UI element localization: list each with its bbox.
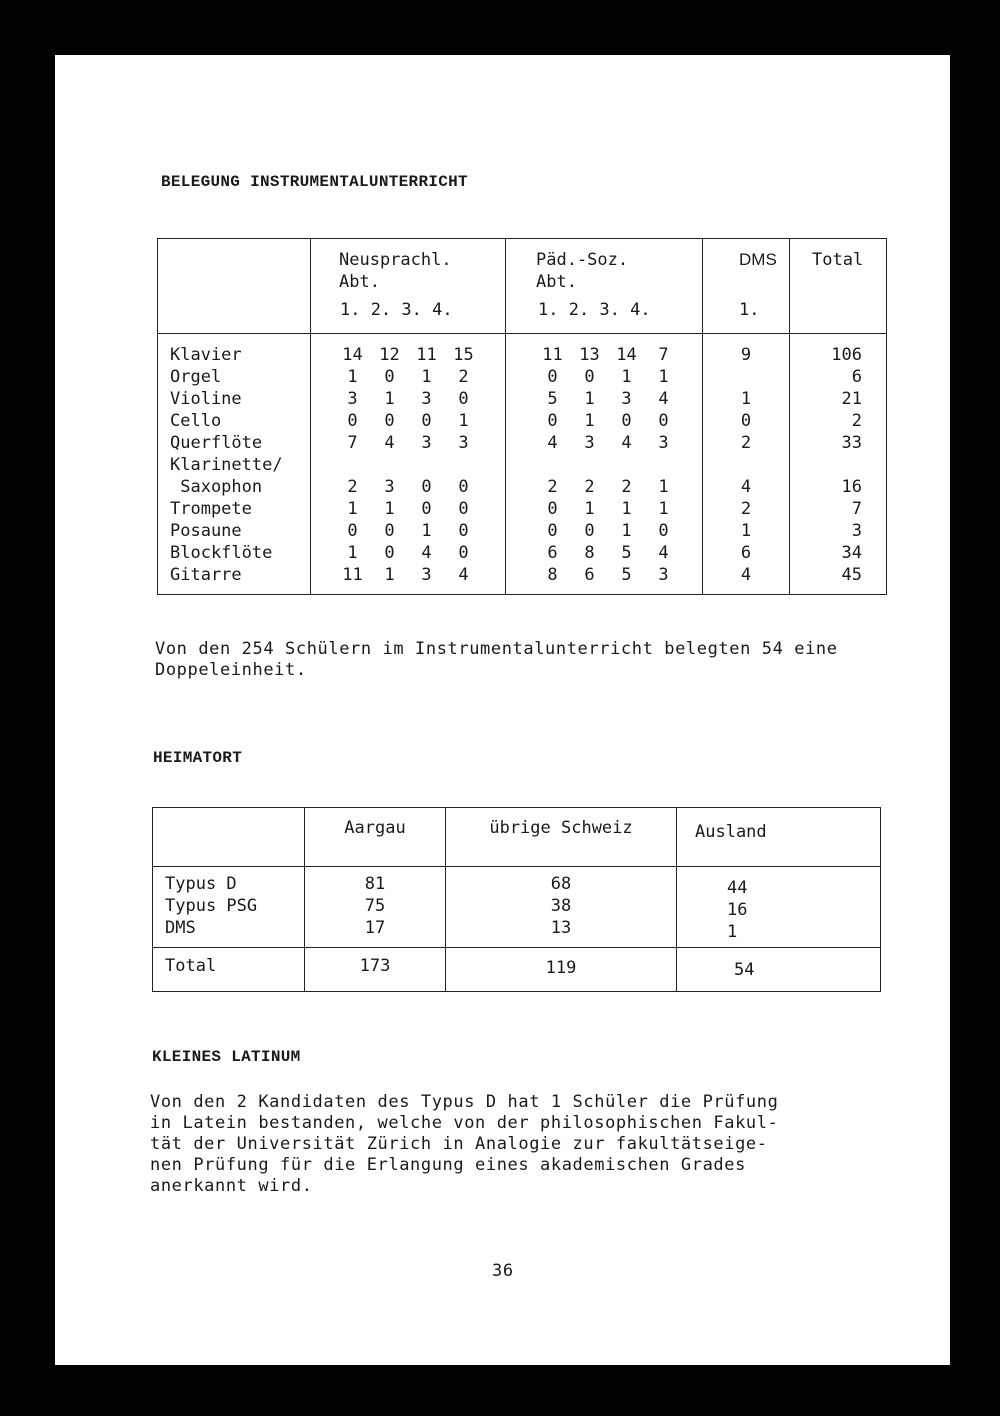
instrument-name: Orgel [170, 367, 222, 387]
dms-header [703, 239, 790, 334]
neu-value: 0 [384, 411, 395, 431]
dms-value: 0 [740, 411, 752, 431]
neu-header-years: 1. 2. 3. 4. [340, 300, 453, 320]
latinum-line: tät der Universität Zürich in Analogie zur fakultätseige- [150, 1134, 768, 1154]
neu-row [334, 454, 505, 476]
origin-value: 16 [727, 900, 748, 920]
paed-value: 1 [621, 367, 632, 387]
total-values-col [790, 334, 887, 595]
paed-value: 0 [584, 521, 595, 541]
paed-value: 7 [658, 345, 669, 365]
section-heading-latinum: KLEINES LATINUM [152, 1048, 301, 1066]
paed-value: 3 [658, 565, 669, 585]
schweiz-values [446, 867, 677, 948]
origin-type-label: Typus D [165, 874, 237, 894]
paed-row [534, 520, 702, 542]
dms-value: 2 [740, 499, 752, 519]
neusprachl-header [311, 239, 506, 334]
dms-value: 2 [740, 433, 752, 453]
neu-row [334, 520, 505, 542]
neu-value: 4 [384, 433, 395, 453]
total-value: 33 [841, 433, 862, 453]
dms-value: 6 [740, 543, 752, 563]
paed-value: 0 [584, 367, 595, 387]
paed-value: 1 [621, 499, 632, 519]
neu-value: 7 [347, 433, 358, 453]
paed-value: 6 [547, 543, 558, 563]
neu-value: 0 [384, 521, 395, 541]
paed-values-col [506, 334, 703, 595]
total-value: 106 [831, 345, 862, 365]
paed-value: 0 [658, 411, 669, 431]
neu-value: 0 [347, 521, 358, 541]
paed-value: 0 [547, 499, 558, 519]
paed-value: 0 [547, 411, 558, 431]
latinum-line: Von den 2 Kandidaten des Typus D hat 1 Schüler die Prüfung [150, 1092, 779, 1112]
paed-value: 1 [621, 521, 632, 541]
dms-value: 1 [740, 521, 752, 541]
neu-value: 0 [421, 477, 432, 497]
paed-row [534, 432, 702, 454]
neu-value: 0 [384, 543, 395, 563]
latinum-line: anerkannt wird. [150, 1176, 313, 1196]
paed-header-line1: Päd.-Soz. [536, 250, 629, 270]
paed-value: 1 [658, 367, 669, 387]
neu-row [334, 410, 505, 432]
section-heading-instrumental: BELEGUNG INSTRUMENTALUNTERRICHT [161, 173, 468, 191]
neu-value: 2 [347, 477, 358, 497]
origin-value: 75 [364, 896, 386, 916]
neu-value: 1 [458, 411, 469, 431]
origin-value: 13 [550, 918, 572, 938]
neu-value: 1 [347, 543, 358, 563]
paed-value: 4 [658, 389, 669, 409]
origin-value: 1 [727, 922, 738, 942]
col-ausland: Ausland [677, 808, 881, 867]
aargau-values [305, 867, 446, 948]
paed-value: 5 [621, 543, 632, 563]
neu-header-line1: Neusprachl. [339, 250, 452, 270]
neu-value: 0 [458, 499, 469, 519]
neu-value [408, 454, 445, 476]
total-value [790, 454, 886, 476]
total-value: 45 [841, 565, 862, 585]
paed-row [534, 454, 702, 476]
origin-value: 17 [364, 918, 386, 938]
neu-row [334, 542, 505, 564]
section-heading-heimatort: HEIMATORT [153, 749, 243, 767]
neu-value: 1 [384, 499, 395, 519]
dms-value [703, 454, 789, 476]
instrument-name: Cello [170, 411, 222, 431]
neu-value: 1 [384, 565, 395, 585]
paed-value: 1 [658, 477, 669, 497]
neu-row [334, 366, 505, 388]
paed-row [534, 564, 702, 586]
paed-value: 0 [621, 411, 632, 431]
paed-header [506, 239, 703, 334]
neu-value: 1 [421, 367, 432, 387]
neu-header-line2: Abt. [339, 272, 380, 292]
neu-value: 4 [458, 565, 469, 585]
neu-value: 0 [421, 499, 432, 519]
neu-value: 4 [421, 543, 432, 563]
dms-value [703, 366, 789, 388]
instrument-name: Saxophon [170, 477, 263, 497]
paed-value: 4 [621, 433, 632, 453]
neu-row [334, 564, 505, 586]
neu-row [334, 432, 505, 454]
total-schweiz: 119 [446, 948, 677, 992]
paed-value: 4 [658, 543, 669, 563]
instrument-name: Gitarre [170, 565, 242, 585]
paed-value: 14 [616, 345, 637, 365]
total-value: 2 [851, 411, 862, 431]
dms-value: 4 [740, 565, 752, 585]
paed-row [534, 388, 702, 410]
ausland-values [677, 867, 881, 948]
neu-value: 3 [421, 565, 432, 585]
neu-value: 2 [458, 367, 469, 387]
instrument-name: Posaune [170, 521, 242, 541]
paed-value: 6 [584, 565, 595, 585]
total-ausland: 54 [677, 948, 881, 992]
paed-value: 0 [658, 521, 669, 541]
paed-row [534, 410, 702, 432]
neu-value: 1 [347, 367, 358, 387]
corner-cell [158, 239, 311, 334]
neu-value: 12 [379, 345, 400, 365]
col-aargau: Aargau [305, 808, 446, 867]
neu-row [334, 498, 505, 520]
heimatort-corner [153, 808, 305, 867]
dms-header-year: 1. [739, 300, 760, 320]
neu-values-col [311, 334, 506, 595]
dms-header-label: DMS [739, 250, 777, 269]
instrument-label-col [158, 334, 311, 595]
instrument-name: Violine [170, 389, 242, 409]
neu-value: 0 [458, 477, 469, 497]
paed-value: 1 [584, 389, 595, 409]
paed-header-years: 1. 2. 3. 4. [538, 300, 651, 320]
paed-value: 8 [547, 565, 558, 585]
instrument-note: Von den 254 Schülern im Instrumentalunterricht belegten 54 eine Doppeleinheit. [155, 639, 838, 680]
neu-value: 15 [453, 345, 474, 365]
origin-type-label: DMS [165, 918, 196, 938]
dms-values-col [703, 334, 790, 595]
dms-value: 4 [740, 477, 752, 497]
neu-value: 14 [342, 345, 363, 365]
col-uebrige-schweiz: übrige Schweiz [446, 808, 677, 867]
paed-value: 1 [658, 499, 669, 519]
neu-value [371, 454, 408, 476]
neu-value: 0 [384, 367, 395, 387]
paed-header-line2: Abt. [536, 272, 577, 292]
paed-value: 5 [547, 389, 558, 409]
paed-value: 2 [547, 477, 558, 497]
paed-value: 2 [621, 477, 632, 497]
paed-value: 8 [584, 543, 595, 563]
total-value: 7 [851, 499, 862, 519]
paed-value: 0 [547, 367, 558, 387]
heimatort-table [152, 807, 881, 992]
latinum-line: nen Prüfung für die Erlangung eines akademischen Grades [150, 1155, 746, 1175]
total-value: 21 [841, 389, 862, 409]
total-aargau: 173 [305, 948, 446, 992]
neu-row [334, 388, 505, 410]
neu-value [445, 454, 482, 476]
dms-value: 9 [740, 345, 752, 365]
paed-value: 4 [547, 433, 558, 453]
origin-value: 44 [727, 878, 748, 898]
latinum-paragraph [150, 1092, 930, 1197]
document-page [55, 55, 950, 1365]
origin-value: 81 [364, 874, 386, 894]
neu-row [334, 476, 505, 498]
paed-value: 2 [584, 477, 595, 497]
neu-value: 3 [421, 389, 432, 409]
paed-value: 3 [584, 433, 595, 453]
paed-value: 5 [621, 565, 632, 585]
origin-type-label: Typus PSG [165, 896, 258, 916]
dms-value: 1 [740, 389, 752, 409]
neu-value: 0 [458, 389, 469, 409]
neu-value: 1 [347, 499, 358, 519]
paed-row [534, 476, 702, 498]
instrument-name: Trompete [170, 499, 252, 519]
paed-value: 11 [542, 345, 563, 365]
neu-value: 0 [421, 411, 432, 431]
total-value: 6 [851, 367, 862, 387]
neu-value: 3 [347, 389, 358, 409]
neu-value: 0 [347, 411, 358, 431]
neu-value: 3 [458, 433, 469, 453]
neu-value: 0 [458, 521, 469, 541]
total-header-label: Total [812, 250, 864, 270]
neu-value: 0 [458, 543, 469, 563]
paed-row [534, 498, 702, 520]
instrument-name: Klarinette/ [170, 455, 283, 475]
paed-row [534, 366, 702, 388]
paed-row [534, 542, 702, 564]
paed-value: 1 [584, 411, 595, 431]
origin-value: 38 [550, 896, 572, 916]
total-header [790, 239, 887, 334]
paed-value [608, 454, 645, 476]
paed-value [534, 454, 571, 476]
paed-value: 13 [579, 345, 600, 365]
neu-value: 11 [342, 565, 363, 585]
total-value: 3 [851, 521, 862, 541]
neu-value: 11 [416, 345, 437, 365]
paed-value [645, 454, 682, 476]
total-value: 34 [841, 543, 862, 563]
total-row-label: Total [153, 948, 305, 992]
paed-value: 3 [658, 433, 669, 453]
page-number: 36 [492, 1261, 514, 1281]
paed-value [571, 454, 608, 476]
neu-value [334, 454, 371, 476]
neu-value: 3 [384, 477, 395, 497]
heimatort-label-col [153, 867, 305, 948]
latinum-line: in Latein bestanden, welche von der philosophischen Fakul- [150, 1113, 779, 1133]
origin-value: 68 [550, 874, 572, 894]
paed-row [534, 344, 702, 366]
paed-value: 1 [584, 499, 595, 519]
instrument-name: Querflöte [170, 433, 263, 453]
paed-value: 0 [547, 521, 558, 541]
paed-value: 3 [621, 389, 632, 409]
neu-row [334, 344, 505, 366]
neu-value: 1 [421, 521, 432, 541]
instrument-name: Klavier [170, 345, 242, 365]
total-value: 16 [841, 477, 862, 497]
instrument-name: Blockflöte [170, 543, 273, 563]
instrument-table [157, 238, 887, 595]
neu-value: 3 [421, 433, 432, 453]
neu-value: 1 [384, 389, 395, 409]
